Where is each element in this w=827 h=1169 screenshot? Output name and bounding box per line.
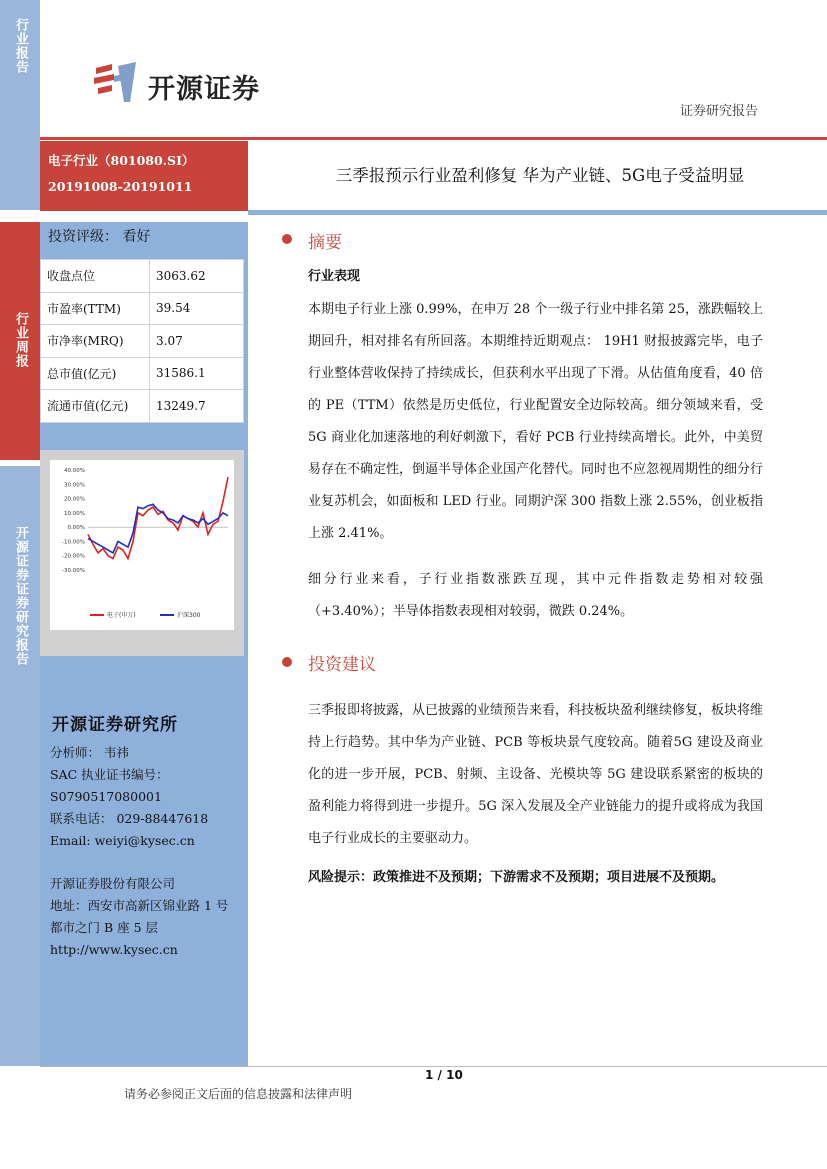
y-tick-label: 40.00% — [64, 468, 85, 474]
report-period: 20191008-20191011 — [48, 179, 193, 194]
y-tick-label: 30.00% — [64, 482, 85, 489]
y-tick-label: 10.00% — [64, 510, 85, 517]
company-url[interactable]: http://www.kysec.cn — [50, 942, 178, 957]
company-address-2: 都市之门 B 座 5 层 — [50, 920, 159, 935]
industry-header — [40, 141, 248, 211]
company-name: 开源证券股份有限公司 — [50, 876, 176, 891]
analyst-email: Email: weiyi@kysec.cn — [50, 833, 195, 848]
page-number: 1 / 10 — [425, 1068, 463, 1082]
logo-text: 开源证券 — [148, 74, 260, 105]
metric-value: 13249.7 — [150, 390, 244, 423]
table-row — [41, 390, 244, 423]
series-line — [88, 477, 228, 558]
metrics-table — [40, 259, 244, 423]
bullet-icon — [282, 234, 292, 244]
chart-container — [40, 450, 244, 656]
legend-label: 电子(申万) — [107, 612, 136, 619]
summary-paragraph-2: 细分行业来看，子行业指数涨跌互现，其中元件指数走势相对较强（+3.40%）；半导体指数表现相对较弱，微跌 0.24%。 — [308, 572, 763, 619]
side-label-bottom: 开源证券证券研究报告 — [0, 466, 40, 1066]
section-summary-heading: 摘要 — [308, 233, 342, 253]
investment-rating: 投资评级： 看好 — [48, 229, 151, 245]
advice-paragraph: 三季报即将披露，从已披露的业绩预告来看，科技板块盈利继续修复，板块将维持上行趋势。其中华为产业链、PCB 等板块景气度较高。随着5G 建设及商业化的进一步开展，PCB、射频、主设备、光模块等 5G 建设联系紧密的板块的盈利能力将得到进一步提升。5G 深入发展及全产业链能力的提升或将成为我国电子行业成长的主要驱动力。 — [308, 703, 764, 846]
footer-divider — [40, 1066, 827, 1067]
metric-value: 39.54 — [150, 292, 244, 325]
metric-label: 市净率(MRQ) — [41, 325, 150, 358]
sac-number: S0790517080001 — [50, 789, 162, 804]
metric-value: 3063.62 — [150, 260, 244, 293]
analyst-name: 分析师： 韦祎 — [50, 745, 129, 760]
summary-paragraph-1: 本期电子行业上涨 0.99%，在申万 28 个一级子行业中排名第 25，涨跌幅较上期回升，相对排名有所回落。本期维持近期观点： 19H1 财报披露完毕，电子行业整体营收保持了持续成长，但获利水平出现了下滑。从估值角度看，40 倍的 PE（TTM）依然是历史低位，行业配置安全边际较高。细分领域来看，受 5G 商业化加速落地的利好刺激下，看好 PCB 行业持续高增长。此外，中美贸易存在不确定性，倒逼半导体企业国产化替代。同时也不应忽视周期性的细分行业复苏机会，如面板和 LED 行业。同期沪深 300 指数上涨 2.55%，创业板指上涨 2.41%。 — [308, 302, 764, 541]
side-label-top: 行业报告 — [0, 0, 40, 210]
metric-label: 流通市值(亿元) — [41, 390, 150, 423]
analyst-phone: 联系电话： 029-88447618 — [50, 811, 209, 826]
y-tick-label: 0.00% — [67, 525, 85, 532]
table-row — [41, 292, 244, 325]
index-chart — [50, 460, 234, 630]
industry-name: 电子行业（801080.SI） — [48, 153, 195, 168]
page-title: 三季报预示行业盈利修复 华为产业链、5G电子受益明显 — [335, 166, 745, 185]
bullet-icon — [282, 657, 292, 667]
risk-warning: 风险提示：政策推进不及预期；下游需求不及预期；项目进展不及预期。 — [308, 870, 725, 885]
legend-label: 沪深300 — [177, 612, 201, 619]
y-tick-label: -10.00% — [62, 539, 85, 546]
disclaimer: 请务必参阅正文后面的信息披露和法律声明 — [124, 1087, 353, 1101]
y-tick-label: 20.00% — [64, 496, 85, 503]
y-tick-label: -30.00% — [62, 568, 85, 574]
report-type: 证券研究报告 — [680, 104, 759, 119]
metric-value: 31586.1 — [150, 357, 244, 390]
company-address-1: 地址：西安市高新区锦业路 1 号 — [50, 898, 229, 913]
metric-label: 总市值(亿元) — [41, 357, 150, 390]
y-tick-label: -20.00% — [62, 553, 85, 560]
metric-label: 收盘点位 — [41, 260, 150, 293]
section-advice-heading: 投资建议 — [308, 655, 376, 675]
table-row — [41, 260, 244, 293]
title-divider — [248, 210, 827, 215]
table-row — [41, 357, 244, 390]
sac-label: SAC 执业证书编号： — [50, 767, 169, 782]
metric-value: 3.07 — [150, 325, 244, 358]
section-subheading: 行业表现 — [308, 269, 361, 284]
metric-label: 市盈率(TTM) — [41, 292, 150, 325]
top-divider — [40, 137, 827, 140]
logo-icon — [92, 62, 140, 104]
institute-name: 开源证券研究所 — [52, 715, 178, 735]
table-row — [41, 325, 244, 358]
side-label-middle: 行业周报 — [0, 222, 40, 460]
